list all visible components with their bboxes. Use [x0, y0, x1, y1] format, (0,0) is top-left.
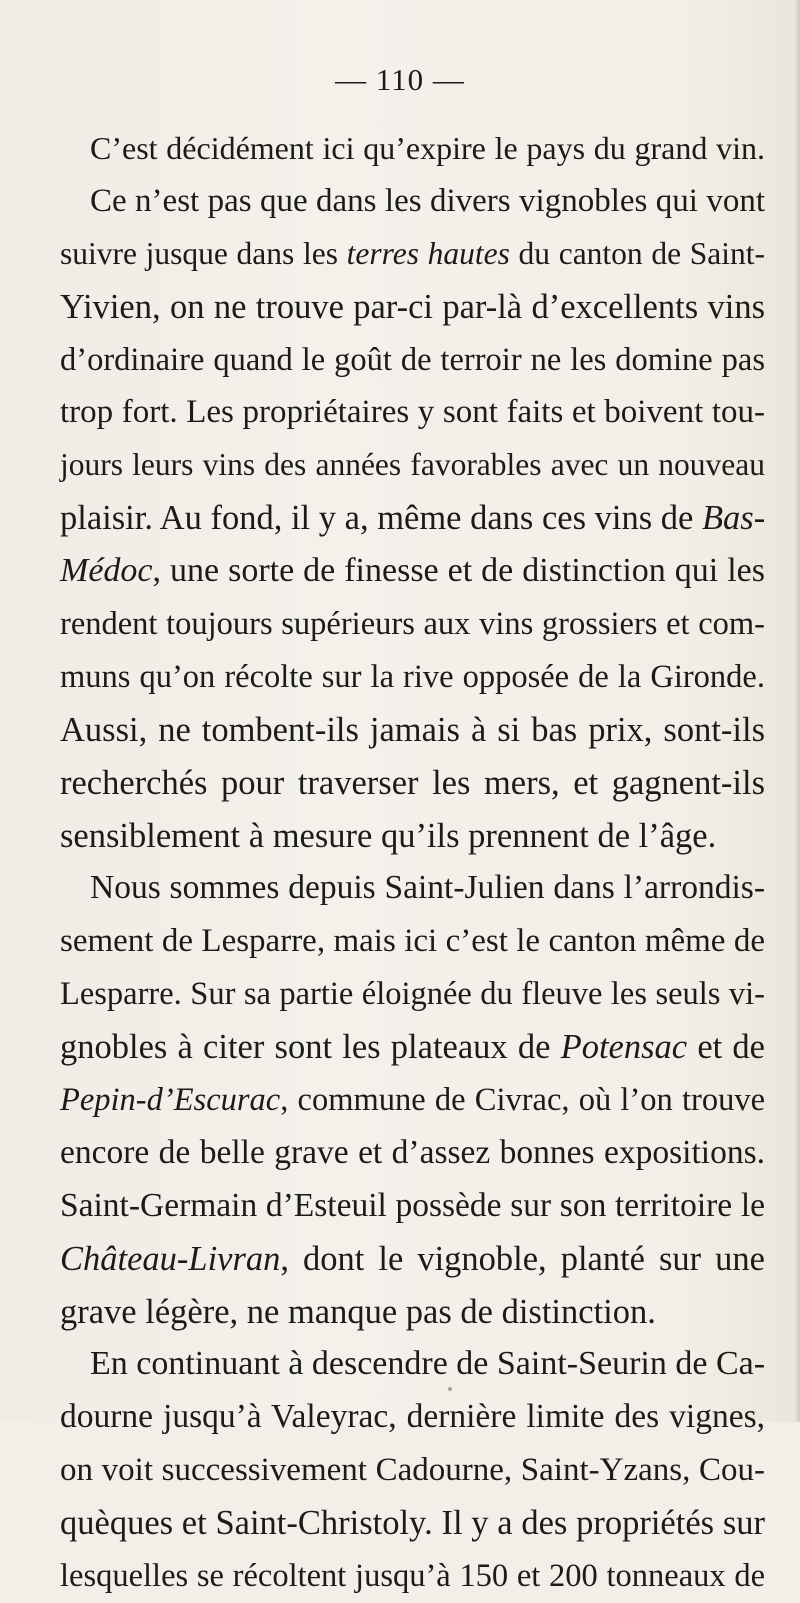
text-line: [60, 1233, 765, 1286]
text-run: Lesparre. Sur sa partie éloignée du fleuve les seuls vi-: [60, 976, 765, 1013]
text-line: [60, 492, 765, 545]
text-run: Saint-Germain d’Esteuil possède sur son territoire le: [60, 1186, 765, 1224]
text-line: [60, 334, 765, 387]
text-run: dourne jusqu’à Valeyrac, dernière limite des vignes,: [60, 1398, 765, 1436]
text-line: [60, 1127, 765, 1180]
text-run: gnobles à citer sont les plateaux de: [60, 1028, 561, 1067]
text-run: encore de belle grave et d’assez bonnes expositions.: [60, 1133, 765, 1171]
text-run: trop fort. Les propriétaires y sont faits et boivent tou-: [60, 394, 765, 431]
text-line: [60, 1550, 765, 1603]
italic-text-run: Potensac: [560, 1028, 688, 1067]
text-line: [60, 545, 765, 598]
text-run: Ce n’est pas que dans les divers vignobles qui vont: [90, 182, 765, 219]
text-line: [60, 1444, 765, 1497]
paper-speck: [448, 1387, 452, 1391]
text-line: [60, 175, 765, 228]
text-run: lesquelles se récoltent jusqu’à 150 et 200 tonneaux de: [60, 1558, 765, 1595]
text-run: , commune de Civrac, où l’on trouve: [280, 1082, 765, 1119]
text-run: muns qu’on récolte sur la rive opposée de la Gironde.: [60, 658, 765, 695]
text-line: [60, 386, 765, 439]
text-run: grave légère, ne manque pas de distinction.: [60, 1292, 656, 1331]
text-line: [60, 1021, 765, 1074]
text-run: C’est décidément ici qu’expire le pays du grand vin.: [90, 130, 765, 166]
text-run: Aussi, ne tombent-ils jamais à si bas prix, sont-ils: [60, 710, 765, 749]
text-run: rendent toujours supérieurs aux vins grossiers et com-: [60, 606, 765, 643]
page-edge-shadow: [794, 0, 800, 1422]
italic-text-run: terres hautes: [346, 235, 510, 271]
text-run: En continuant à descendre de Saint-Seurin de Ca-: [90, 1345, 766, 1383]
text-run: sement de Lesparre, mais ici c’est le canton même de: [60, 923, 765, 960]
text-line: [60, 915, 765, 968]
text-line: [60, 810, 765, 863]
italic-text-run: Médoc: [60, 552, 153, 590]
italic-text-run: Château-Livran: [60, 1239, 281, 1278]
italic-text-run: Pepin-d’Escurac: [60, 1082, 281, 1119]
text-line: [60, 757, 765, 810]
text-run: , une sorte de finesse et de distinction qui les: [152, 552, 765, 590]
text-run: on voit successivement Cadourne, Saint-Yzans, Cou-: [60, 1452, 765, 1489]
text-line: [60, 968, 765, 1021]
text-line: [60, 862, 765, 915]
text-run: Yivien, on ne trouve par-ci par-là d’excellents vins: [60, 287, 765, 326]
text-line: [60, 122, 765, 175]
text-run: et de: [687, 1028, 765, 1067]
text-line: [60, 651, 765, 704]
text-run: sensiblement à mesure qu’ils prennent de l’âge.: [60, 816, 717, 855]
text-run: recherchés pour traverser les mers, et gagnent-ils: [60, 763, 765, 802]
text-line: [60, 439, 765, 492]
text-line: [60, 1074, 765, 1127]
text-run: Nous sommes depuis Saint-Julien dans l’arrondis-: [90, 869, 765, 907]
text-line: [60, 281, 765, 334]
text-line: [60, 1286, 765, 1339]
page-number-header: — 110 —: [335, 62, 465, 97]
text-run: d’ordinaire quand le goût de terroir ne les domine pas: [60, 341, 765, 378]
text-line: [60, 1180, 765, 1233]
text-line: [60, 598, 765, 651]
text-run: suivre jusque dans les: [60, 235, 347, 271]
italic-text-run: Bas-: [701, 499, 766, 538]
text-line: [60, 1338, 765, 1391]
body-text: [60, 122, 765, 1603]
text-run: jours leurs vins des années favorables avec un nouveau: [60, 447, 765, 483]
text-line: [60, 228, 765, 281]
text-run: , dont le vignoble, planté sur une: [280, 1239, 765, 1278]
text-run: du canton de Saint-: [509, 235, 765, 271]
text-line: [60, 704, 765, 757]
text-run: quèques et Saint-Christoly. Il y a des propriétés sur: [60, 1504, 765, 1543]
text-run: plaisir. Au fond, il y a, même dans ces vins de: [60, 499, 702, 538]
text-line: [60, 1497, 765, 1550]
text-line: [60, 1391, 765, 1444]
